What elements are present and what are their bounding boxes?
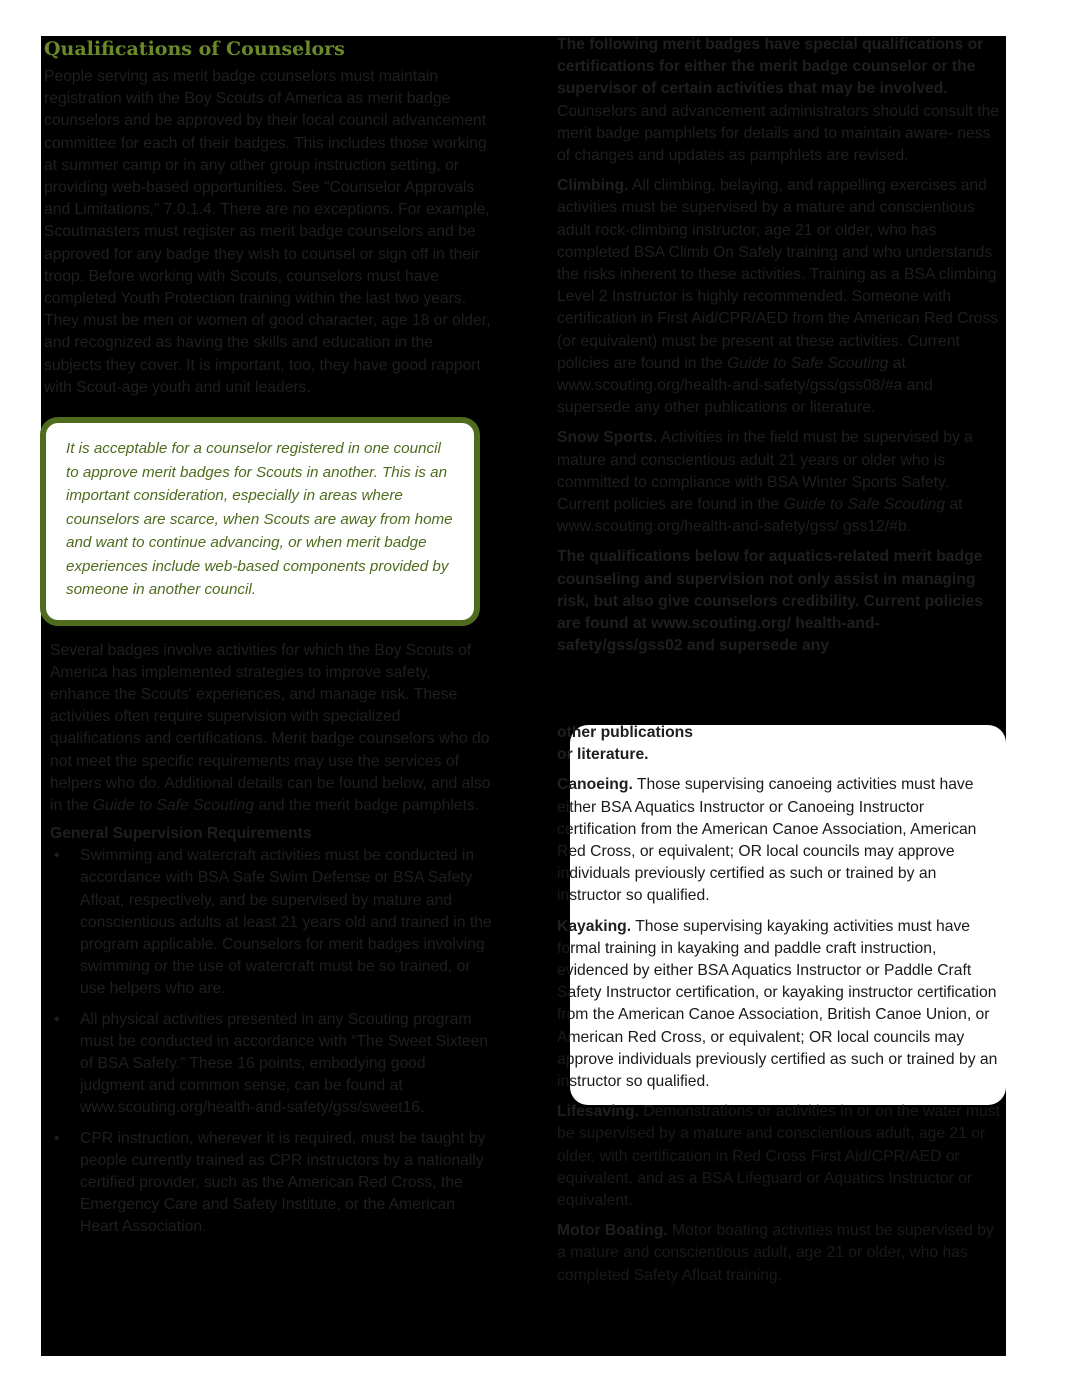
climbing-section xyxy=(557,175,1004,419)
badges-activities-text-end: and the merit badge pamphlets. xyxy=(258,796,480,814)
aquatics-bold-line: other publications xyxy=(557,724,693,741)
list-item xyxy=(50,845,494,1000)
lifesaving-text: Demonstrations or activities in or on the water must be supervised by a mature and conscientious adult, age 21 or older, with certification in Red Cross First Aid/CPR/AED or equivalent, and as a BSA Lifeguard or Aquatics Instructor or equivalent. xyxy=(557,1103,1000,1210)
intro-text: Counselors and advancement administrators should consult the merit badge pamphlets for details and to maintain aware- ness of changes and updates as pamphlets are revised. xyxy=(557,102,1000,165)
bullet-icon: • xyxy=(54,1010,60,1028)
snow-guide-ref: Guide to Safe Scouting xyxy=(783,496,946,514)
special-qualifications-intro xyxy=(557,34,1004,167)
intro-bold: The following merit badges have special qualifications or certifications for either the merit badge counselor or the supervisor of certain activities that may be involved. xyxy=(557,36,984,98)
list-item-text: CPR instruction, wherever it is required, must be taught by people currently trained as CPR instructors by a nationally certified provider, such as the American Red Cross, the Emergency Care and Safety Institute, or the American Heart Association. xyxy=(80,1129,486,1236)
snow-sports-text-end: at www.scouting.org/health-and-safety/gss/ gss12/#b. xyxy=(557,496,963,536)
list-item-text: Swimming and watercraft activities must be conducted in accordance with BSA Safe Swim Defense or BSA Safety Afloat, respectively, and be supervised by mature and conscientious adults at least 21 years old and trained in the program applicable. Counselors for merit badges involving swimming or the use of watercraft must be so trained, or use helpers who are. xyxy=(80,847,492,998)
climbing-text-end: at www.scouting.org/health-and-safety/gss/gss08/#a and supersede any other publications or literature. xyxy=(557,354,933,417)
supervision-list xyxy=(44,845,494,1238)
motor-boating-title: Motor Boating. xyxy=(557,1222,668,1240)
canoeing-title: Canoeing. xyxy=(557,776,633,794)
list-item xyxy=(50,1128,494,1239)
list-item-text: All physical activities presented in any Scouting program must be conducted in accordance with “The Sweet Sixteen of BSA Safety.” These 16 points, embodying good judgment and common sense, can be found at www.scouting.org/health-and-safety/gss/sweet16. xyxy=(80,1010,489,1117)
canoeing-text: Those supervising canoeing activities must have either BSA Aquatics Instructor or Canoeing Instructor certification from the American Canoe Association, American Red Cross, or equivalent; OR local councils may approve individuals previously certified as such or trained by an instructor so qualified. xyxy=(557,776,977,905)
motor-boating-text: Motor boating activities must be supervised by a mature and conscientious adult, age 21 or older, who has completed Safety Afloat training. xyxy=(557,1222,994,1284)
kayaking-title: Kayaking. xyxy=(557,917,632,935)
bullet-icon: • xyxy=(54,847,60,865)
motor-boating-section xyxy=(557,1220,1004,1287)
section-heading: Qualifications of Counselors xyxy=(44,38,345,60)
canoeing-section xyxy=(557,774,1004,907)
qualifications-paragraph: People serving as merit badge counselors must maintain registration with the Boy Scouts of America as merit badge counselors and be approved by their local council advancement committee for each of their badges. This includes those working at summer camp or in any other group instruction setting, or providing web-based opportunities. See "Counselor Approvals and Limitations," 7.0.1.4. There are no exceptions. For example, Scoutmasters must register as merit badge counselors and be approved for any badge they wish to counsel or sign off in their troop. Before working with Scouts, counselors must have completed Youth Protection training within the last two years. They must be men or women of good character, age 18 or older, and recognized as having the skills and education in the subjects they cover. It is important, too, they have good rapport with Scout-age youth and unit leaders. xyxy=(44,68,491,396)
left-column xyxy=(44,38,494,1247)
aquatics-intro xyxy=(557,546,1004,657)
kayaking-section xyxy=(557,916,1004,1094)
lifesaving-title: Lifesaving. xyxy=(557,1103,639,1121)
callout-text: It is acceptable for a counselor registered in one council to approve merit badges for Scouts in another. This is an important consideration, especially in areas where counselors are scarce, when Scouts are away from home and want to continue advancing, or when merit badge experiences include web-based components provided by someone in another council. xyxy=(66,440,453,599)
general-supervision-heading: General Supervision Requirements xyxy=(50,825,312,843)
guide-to-safe-scouting-ref: Guide to Safe Scouting xyxy=(92,796,255,814)
right-column-lower xyxy=(557,722,1004,1295)
badges-activities-text: Several badges involve activities for which the Boy Scouts of America has implemented strategies to improve safety, enhance the Scouts' experiences, and manage risk. These activities often require supervision with specialized qualifications and certifications. Merit badge counselors who do not meet the specific requirements may use the services of helpers who do. Additional details can be found below, and also in the xyxy=(50,641,491,814)
snow-sports-text: Activities in the field must be supervised by a mature and conscientious adult 21 years or older who is committed to compliance with BSA Winter Sports Safety. Current policies are found in the xyxy=(557,429,973,514)
snow-sports-title: Snow Sports. xyxy=(557,429,658,447)
snow-sports-section xyxy=(557,427,1004,538)
right-column xyxy=(557,34,1004,657)
climbing-guide-ref: Guide to Safe Scouting xyxy=(727,354,889,372)
bullet-icon: • xyxy=(54,1129,60,1147)
list-item xyxy=(50,1009,494,1120)
climbing-text: All climbing, belaying, and rappelling exercises and activities must be supervised by a mature and conscientious adult rock-climbing instructor, age 21 or older, who has completed BSA Climb On Safely training and who understands the risks inherent to these activities. Training as a BSA climbing Level 2 Instructor is highly recommended. Someone with certification in First Aid/CPR/AED from the American Red Cross (or equivalent) must be present at these activities. Current policies are found in the xyxy=(557,177,999,372)
aquatics-bold-line-end: or literature. xyxy=(557,746,649,764)
lifesaving-section xyxy=(557,1101,1004,1212)
badges-activities-paragraph xyxy=(50,640,494,818)
climbing-title: Climbing. xyxy=(557,177,629,195)
callout-box xyxy=(40,417,480,626)
aquatics-intro-end xyxy=(557,722,1004,766)
kayaking-text: Those supervising kayaking activities must have formal training in kayaking and paddle craft instruction, evidenced by either BSA Aquatics Instructor or Paddle Craft Safety Instructor certification, or kayaking instructor certification from the American Canoe Association, British Canoe Union, or American Red Cross, or equivalent; OR local councils may approve individuals previously certified as such or trained by an instructor so qualified. xyxy=(557,917,998,1091)
aquatics-bold: The qualifications below for aquatics-related merit badge counseling and supervision not only assist in managing risk, but also give counselors credibility. Current policies are found at www.scouting.org/ health-and-safety/gss/gss02 and supersede any xyxy=(557,548,984,655)
